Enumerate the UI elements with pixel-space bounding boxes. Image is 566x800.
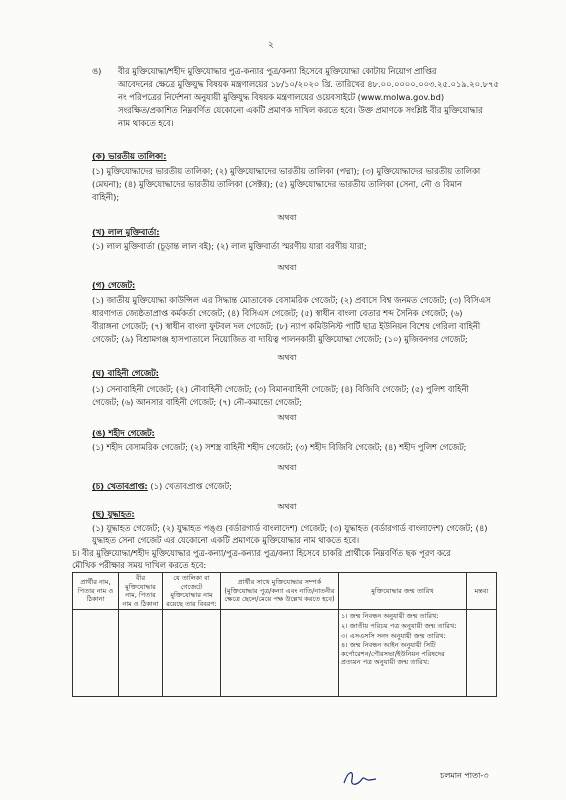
section-ka-line: (১) মুক্তিযোদ্ধাদের ভারতীয় তালিকা; (২) মুক্তিযোদ্ধাদের ভারতীয় তালিকা (পদ্মা); (৩) মুক্তিযোদ্ধাদের ভারতীয় তালিকা <box>92 166 481 176</box>
section-chha-line: (১) যুদ্ধাহত গেজেট; (২) যুদ্ধাহত পঙ্গু (বর্ডারগার্ড বাংলাদেশ) গেজেট; (৩) যুদ্ধাহত (বর্ডারগার্ড বাংলাদেশ) গেজেট; (৪) <box>92 523 488 533</box>
intro-line: বীর মুক্তিযোদ্ধা/শহীদ মুক্তিযোদ্ধার পুত্র-কন্যার পুত্র/কন্যা হিসেবে মুক্তিযোদ্ধা কোটায় নিয়োগ প্রাপ্তির <box>118 66 437 76</box>
or-separator: অথবা <box>277 213 297 222</box>
intro-line: সংরক্ষিত/প্রকাশিত নিম্নবর্ণিত যেকোনো একটি প্রমাণক দাখিল করতে হবে। উক্ত প্রমাণকে সংশ্লিষ্ট বীর মুক্তিযোদ্ধার <box>118 105 483 115</box>
table-cell-dob[interactable] <box>339 610 467 697</box>
or-separator: অথবা <box>277 463 297 472</box>
or-separator: অথবা <box>277 353 297 362</box>
continuation-note: চলমান পাতা-৩ <box>440 771 489 780</box>
section-gha-line: (১) সেনাবাহিনী গেজেট; (২) নৌবাহিনী গেজেট; (৩) বিমানবাহিনী গেজেট; (৪) বিজিবি গেজেট; (৫) পুলিশ বাহিনী <box>92 384 469 394</box>
section-ga-line: (১) জাতীয় মুক্তিযোদ্ধা কাউন্সিল এর সিদ্ধান্ত মোতাবেক বেসামরিক গেজেট; (২) প্রবাসে বিশ্ব জনমত গেজেট; (৩) বিসিএস <box>92 295 491 305</box>
or-separator: অথবা <box>277 263 297 272</box>
table-row <box>73 610 497 697</box>
intro-line: নাম থাকতে হবে। <box>118 118 174 128</box>
section-ga-title: (গ) গেজেট: <box>92 280 136 290</box>
dob-item: ২। জাতীয় পরিচয় পত্র অনুযায়ী জন্ম তারিখ: <box>341 621 457 630</box>
cha-line: মৌখিক পরীক্ষার সময় দাখিল করতে হবে: <box>72 560 207 570</box>
section-ga-line: বীরাঙ্গনা গেজেট; (৭) স্বাধীন বাংলা ফুটবল দল গেজেট; (৮) ন্যাপ কমিউনিস্ট পার্টি ছাত্র ইউনিয়ন বিশেষ গেরিলা বাহিনী <box>92 321 481 331</box>
or-separator: অথবা <box>277 413 297 422</box>
section-cha-row <box>92 481 232 493</box>
or-separator: অথবা <box>277 502 297 511</box>
intro-line: নং পরিপত্রের নির্দেশনা অনুযায়ী মুক্তিযুদ্ধ বিষয়ক মন্ত্রণালয়ের ওয়েবসাইটে (www.molwa.gov.bd) <box>118 92 445 102</box>
section-kha-line: (১) লাল মুক্তিবার্তা (চূড়ান্ত লাল বই); (২) লাল মুক্তিবার্তা স্মরণীয় যারা বরণীয় যারা; <box>92 241 367 251</box>
table-header-cell: প্রার্থীর সাথে মুক্তিযোদ্ধার সম্পর্ক (মুক্তিযোদ্ধার পুত্র/কন্যা এবং নাতি/নাতনীর ক্ষেত্রে ছেলে/মেয়ে পক্ষ উল্লেখ করতে হবে) <box>221 573 339 610</box>
cha-paragraph <box>72 548 451 560</box>
section-cha-title: (চ) খেতাবপ্রাপ্ত: <box>92 481 148 491</box>
section-chha-title: (ছ) যুদ্ধাহত: <box>92 509 135 519</box>
table-header-cell: মুক্তিযোদ্ধার জন্ম তারিখ <box>339 573 467 610</box>
section-cha-text: (১) খেতাবপ্রাপ্ত গেজেট; <box>150 481 232 491</box>
dob-item: ১। জন্ম নিবন্ধন অনুযায়ী জন্ম তারিখ: <box>341 612 439 621</box>
section-uma-line: (১) শহীদ বেসামরিক গেজেট; (২) সশস্ত্র বাহিনী শহীদ গেজেট; (৩) শহীদ বিজিবি গেজেট; (৪) শহীদ পুলিশ গেজেট; <box>92 442 467 452</box>
section-kha-title: (খ) লাল মুক্তিবার্তা: <box>92 227 160 237</box>
section-label: ঙ) <box>92 66 102 76</box>
table-cell-freedom-fighter[interactable] <box>119 610 163 697</box>
table-header-cell: প্রার্থীর নাম, পিতার নাম ও ঠিকানা <box>73 573 119 610</box>
table-cell-gazette-details[interactable] <box>163 610 221 697</box>
section-gha-line: গেজেট; (৬) আনসার বাহিনী গেজেট; (৭) নৌ-কমান্ডো গেজেট; <box>92 397 302 407</box>
table-cell-remarks[interactable] <box>467 610 497 697</box>
cha-label: চ। <box>72 548 80 558</box>
table-cell-relation[interactable] <box>221 610 339 697</box>
section-chha-line: যুদ্ধাহত সেনা গেজেট এর যেকোনো একটি প্রমাণকে মুক্তিযোদ্ধার নাম থাকতে হবে। <box>92 535 360 545</box>
cha-line: বীর মুক্তিযোদ্ধা/শহীদ মুক্তিযোদ্ধার পুত্র-কন্যা/পুত্র-কন্যার পুত্র/কন্যা হিসেবে চাকরি প্রার্থীকে নিম্নবর্ণিত ছক পূরণ করে <box>82 548 451 558</box>
table-cell-candidate[interactable] <box>73 610 119 697</box>
page-number: ২ <box>268 40 274 50</box>
section-ka-title: (ক) ভারতীয় তালিকা: <box>92 151 167 161</box>
section-ga-line: গেজেট; (৯) বিশ্রামগঞ্জ হাসপাতালে নিয়োজিত বা দায়িত্ব পালনকারী মুক্তিযোদ্ধা গেজেট; (১০) মুজিবনগর গেজেট; <box>92 334 468 344</box>
section-ka-line: (মেঘনা); (৪) মুক্তিযোদ্ধাদের ভারতীয় তালিকা (সেক্টর); (৫) মুক্তিযোদ্ধাদের ভারতীয় তালিকা (সেনা, নৌ ও বিমান <box>92 179 462 189</box>
information-table <box>72 572 497 697</box>
table-header-cell: মন্তব্য <box>467 573 497 610</box>
section-ka-line: বাহিনী); <box>92 192 120 202</box>
intro-line: আবেদনের ক্ষেত্রে মুক্তিযুদ্ধ বিষয়ক মন্ত্রণালয়ের ১৮/১০/২০২০ খ্রি. তারিখের ৪৮.০০.০০০০.০০৩.২৫.০১৯.২০.৮৭৫ <box>118 79 499 89</box>
table-header-cell: বীর মুক্তিযোদ্ধার নাম, পিতার নাম ও ঠিকানা <box>119 573 163 610</box>
table-header-row <box>73 573 497 610</box>
dob-item: ৩। এসএসসি সনদ অনুযায়ী জন্ম তারিখ: <box>341 631 446 640</box>
section-uma-title: (ঙ) শহীদ গেজেট: <box>92 428 155 438</box>
table-header-cell: যে তালিকা বা গেজেটে মুক্তিযোদ্ধার নাম রয়েছে তার বিবরণ: <box>163 573 221 610</box>
signature-mark <box>340 767 380 789</box>
section-gha-title: (ঘ) বাহিনী গেজেট: <box>92 368 159 378</box>
dob-item: ৪। জন্ম নিবন্ধন আইন অনুযায়ী সিটি কর্পোরেশন/পৌরসভা/ইউনিয়ন পরিষদের প্রত্যয়ন পত্র অনুযায়ী জন্ম তারিখ: <box>341 641 445 667</box>
section-ga-line: ধারণাগত জ্যেষ্ঠতাপ্রাপ্ত কর্মকর্তা গেজেট; (৪) বিসিএস গেজেট; (৫) স্বাধীন বাংলা বেতার শব্দ সৈনিক গেজেট; (৬) <box>92 308 463 318</box>
